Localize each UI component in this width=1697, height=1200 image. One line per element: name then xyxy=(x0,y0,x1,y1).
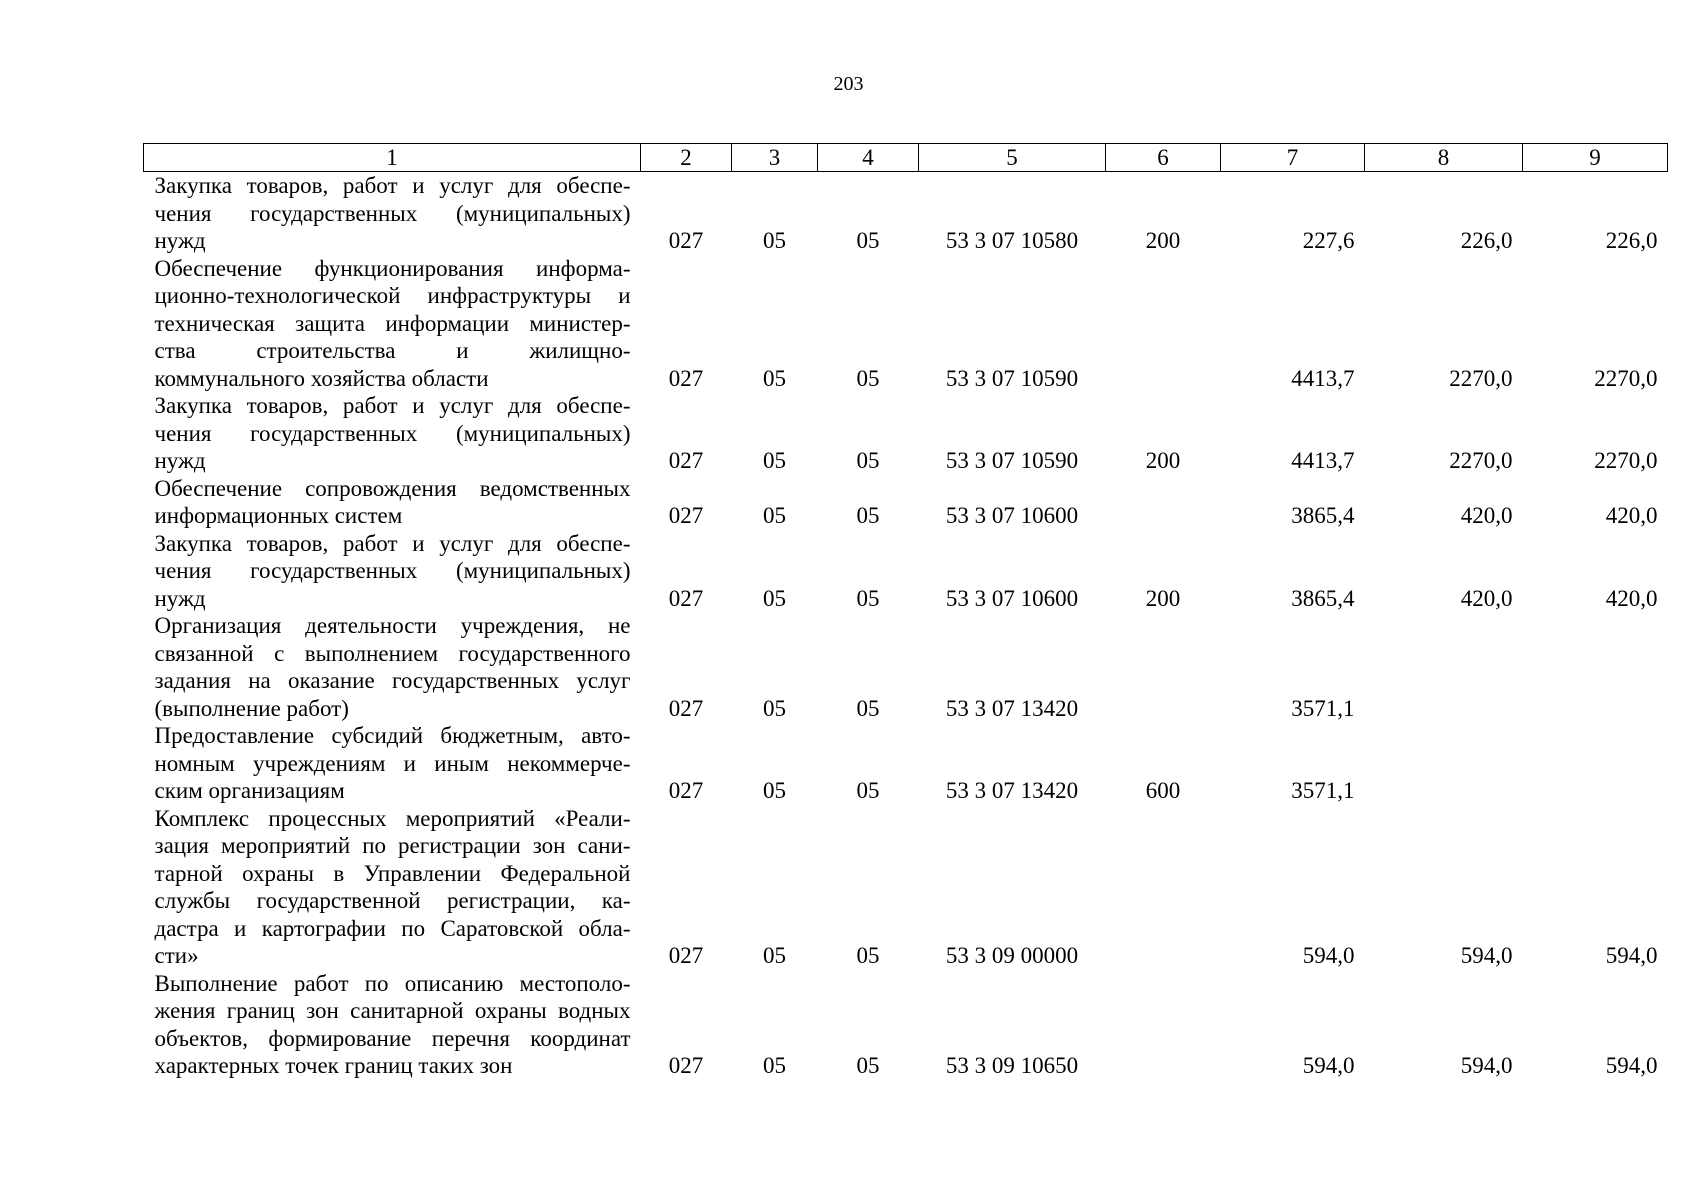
table-row xyxy=(144,172,1668,255)
table-row xyxy=(144,805,1668,970)
expense-type-code: 200 xyxy=(1145,228,1181,253)
description-line: дастра и картографии по Саратовской обла- xyxy=(154,915,631,941)
expense-type-code xyxy=(1106,255,1221,393)
description-line: чения государственных (муниципальных) xyxy=(154,558,631,583)
description-line: Закупка товаров, работ и услуг для обеспе- xyxy=(154,173,631,198)
subsection-code: 05 xyxy=(856,943,880,968)
row-description xyxy=(144,530,641,613)
description-line: нужд xyxy=(154,448,206,473)
amount-col-9: 2270,0 xyxy=(1594,448,1658,473)
budget-table xyxy=(143,143,1668,1080)
description-line: связанной с выполнением государственного xyxy=(154,640,631,666)
header-row xyxy=(144,144,1668,172)
table-row xyxy=(144,530,1668,613)
amount-col-9 xyxy=(1523,722,1668,805)
target-article-code: 53 3 09 00000 xyxy=(945,943,1079,968)
amount-col-7: 3865,4 xyxy=(1291,585,1355,611)
ministry-code: 027 xyxy=(668,228,704,253)
amount-col-8 xyxy=(1365,612,1523,722)
section-code: 05 xyxy=(763,365,786,391)
row-description xyxy=(144,805,641,970)
target-article-code: 53 3 07 10590 xyxy=(945,365,1079,391)
description-line: жения границ зон санитарной охраны водных xyxy=(154,998,631,1023)
target-article-code: 53 3 07 10600 xyxy=(945,585,1079,611)
section-code: 05 xyxy=(763,695,786,721)
ministry-code: 027 xyxy=(668,448,704,473)
amount-col-7: 3571,1 xyxy=(1291,778,1355,803)
row-description xyxy=(144,722,641,805)
description-line: зация мероприятий по регистрации зон сани- xyxy=(154,833,631,858)
column-header-3: 3 xyxy=(732,144,818,172)
subsection-code: 05 xyxy=(856,365,880,391)
description-line: нужд xyxy=(154,228,206,253)
amount-col-8: 420,0 xyxy=(1460,585,1513,611)
description-line: объектов, формирование перечня координат xyxy=(154,1025,631,1051)
amount-col-8: 594,0 xyxy=(1460,1053,1513,1078)
table-row xyxy=(144,475,1668,530)
row-description xyxy=(144,172,641,255)
amount-col-9: 594,0 xyxy=(1605,943,1658,968)
amount-col-9: 2270,0 xyxy=(1594,365,1658,391)
column-header-1: 1 xyxy=(144,144,641,172)
section-code: 05 xyxy=(763,228,786,253)
description-line: ства строительства и жилищно- xyxy=(154,338,631,363)
page-number: 203 xyxy=(833,73,864,95)
column-header-6: 6 xyxy=(1106,144,1221,172)
description-line: ционно-технологической инфраструктуры и xyxy=(154,283,631,308)
table-row xyxy=(144,722,1668,805)
description-line: (выполнение работ) xyxy=(154,695,349,721)
table-row xyxy=(144,255,1668,393)
amount-col-7: 4413,7 xyxy=(1291,365,1355,391)
amount-col-9 xyxy=(1523,612,1668,722)
section-code: 05 xyxy=(763,503,786,528)
amount-col-9: 594,0 xyxy=(1605,1053,1658,1078)
description-line: коммунального хозяйства области xyxy=(154,365,489,391)
description-line: сти» xyxy=(154,943,199,968)
description-line: задания на оказание государственных услуг xyxy=(154,668,631,693)
description-line: Закупка товаров, работ и услуг для обеспе- xyxy=(154,393,631,418)
expense-type-code: 200 xyxy=(1145,448,1181,473)
ministry-code: 027 xyxy=(668,585,704,611)
amount-col-8: 226,0 xyxy=(1460,228,1513,253)
amount-col-8: 2270,0 xyxy=(1449,448,1513,473)
description-line: Организация деятельности учреждения, не xyxy=(154,613,631,638)
target-article-code: 53 3 07 13420 xyxy=(945,695,1079,721)
description-line: чения государственных (муниципальных) xyxy=(154,200,631,226)
row-description xyxy=(144,970,641,1080)
subsection-code: 05 xyxy=(856,1053,880,1078)
description-line: ским организациям xyxy=(154,778,345,803)
expense-type-code xyxy=(1106,970,1221,1080)
subsection-code: 05 xyxy=(856,503,880,528)
description-line: Обеспечение сопровождения ведомственных xyxy=(154,475,631,501)
target-article-code: 53 3 07 13420 xyxy=(945,778,1079,803)
description-line: Выполнение работ по описанию местополо- xyxy=(154,970,631,996)
subsection-code: 05 xyxy=(856,585,880,611)
description-line: службы государственной регистрации, ка- xyxy=(154,888,631,913)
table-row xyxy=(144,612,1668,722)
expense-type-code: 600 xyxy=(1145,778,1181,803)
amount-col-8 xyxy=(1365,722,1523,805)
amount-col-9: 420,0 xyxy=(1605,503,1658,528)
target-article-code: 53 3 09 10650 xyxy=(945,1053,1079,1078)
section-code: 05 xyxy=(763,1053,786,1078)
row-description xyxy=(144,255,641,393)
row-description xyxy=(144,392,641,475)
row-description xyxy=(144,475,641,530)
amount-col-7: 594,0 xyxy=(1302,943,1355,968)
section-code: 05 xyxy=(763,585,786,611)
expense-type-code xyxy=(1106,475,1221,530)
description-line: нужд xyxy=(154,585,206,611)
amount-col-7: 227,6 xyxy=(1302,228,1355,253)
description-line: характерных точек границ таких зон xyxy=(154,1053,513,1078)
table-row xyxy=(144,970,1668,1080)
amount-col-8: 594,0 xyxy=(1460,943,1513,968)
row-description xyxy=(144,612,641,722)
ministry-code: 027 xyxy=(668,1053,704,1078)
expense-type-code xyxy=(1106,612,1221,722)
amount-col-9: 226,0 xyxy=(1605,228,1658,253)
description-line: техническая защита информации министер- xyxy=(154,310,631,336)
column-header-4: 4 xyxy=(818,144,919,172)
subsection-code: 05 xyxy=(856,448,880,473)
section-code: 05 xyxy=(763,778,786,803)
amount-col-8: 2270,0 xyxy=(1449,365,1513,391)
expense-type-code xyxy=(1106,805,1221,970)
table-row xyxy=(144,392,1668,475)
column-header-5: 5 xyxy=(919,144,1106,172)
description-line: Обеспечение функционирования информа- xyxy=(154,255,631,281)
target-article-code: 53 3 07 10580 xyxy=(945,228,1079,253)
amount-col-8: 420,0 xyxy=(1460,503,1513,528)
column-header-8: 8 xyxy=(1365,144,1523,172)
ministry-code: 027 xyxy=(668,365,704,391)
description-line: информационных систем xyxy=(154,503,403,528)
amount-col-7: 3571,1 xyxy=(1291,695,1355,721)
section-code: 05 xyxy=(763,448,786,473)
target-article-code: 53 3 07 10590 xyxy=(945,448,1079,473)
amount-col-7: 4413,7 xyxy=(1291,448,1355,473)
column-header-9: 9 xyxy=(1523,144,1668,172)
amount-col-7: 594,0 xyxy=(1302,1053,1355,1078)
ministry-code: 027 xyxy=(668,778,704,803)
ministry-code: 027 xyxy=(668,503,704,528)
column-header-2: 2 xyxy=(641,144,732,172)
subsection-code: 05 xyxy=(856,228,880,253)
description-line: чения государственных (муниципальных) xyxy=(154,420,631,446)
description-line: Закупка товаров, работ и услуг для обеспе- xyxy=(154,530,631,556)
description-line: номным учреждениям и иным некоммерче- xyxy=(154,750,631,776)
amount-col-9: 420,0 xyxy=(1605,585,1658,611)
section-code: 05 xyxy=(763,943,786,968)
table-body xyxy=(144,172,1668,1080)
description-line: Комплекс процессных мероприятий «Реали- xyxy=(154,805,631,831)
subsection-code: 05 xyxy=(856,778,880,803)
subsection-code: 05 xyxy=(856,695,880,721)
expense-type-code: 200 xyxy=(1145,585,1181,611)
table-header xyxy=(144,144,1668,172)
column-header-7: 7 xyxy=(1221,144,1365,172)
ministry-code: 027 xyxy=(668,943,704,968)
description-line: Предоставление субсидий бюджетным, авто- xyxy=(154,723,631,748)
amount-col-7: 3865,4 xyxy=(1291,503,1355,528)
ministry-code: 027 xyxy=(668,695,704,721)
target-article-code: 53 3 07 10600 xyxy=(945,503,1079,528)
description-line: тарной охраны в Управлении Федеральной xyxy=(154,860,631,886)
